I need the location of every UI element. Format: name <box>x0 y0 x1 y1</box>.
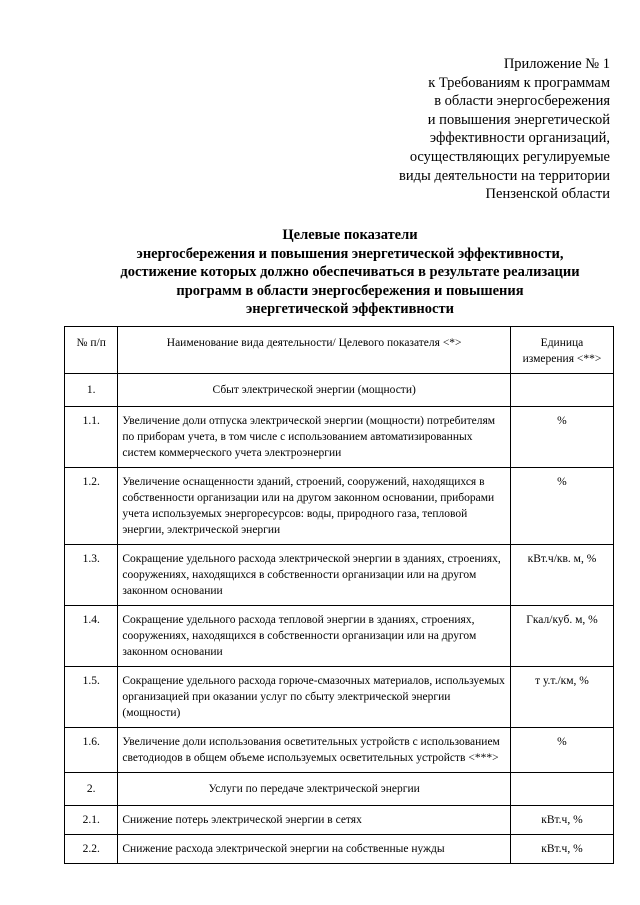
row-unit: кВт.ч, % <box>510 835 613 864</box>
appendix-note <box>310 55 610 204</box>
row-name: Снижение расхода электрической энергии на собственные нужды <box>118 835 511 864</box>
row-num: 2.2. <box>65 835 118 864</box>
header-name: Наименование вида деятельности/ Целевого показателя <*> <box>118 327 511 374</box>
row-unit: % <box>510 407 613 468</box>
table-row <box>65 374 614 407</box>
appendix-line: эффективности организаций, <box>429 130 610 147</box>
row-num: 1.6. <box>65 728 118 773</box>
table-header-row <box>65 327 614 374</box>
appendix-line: Пензенской области <box>485 186 610 203</box>
row-num: 1.3. <box>65 545 118 606</box>
appendix-line: к Требованиям к программам <box>428 74 610 91</box>
table-row <box>65 773 614 806</box>
table-row <box>65 806 614 835</box>
table-row <box>65 728 614 773</box>
title-line: энергетической эффективности <box>246 301 454 317</box>
row-num: 1.4. <box>65 606 118 667</box>
table-row <box>65 606 614 667</box>
row-num: 2.1. <box>65 806 118 835</box>
row-num: 2. <box>65 773 118 806</box>
row-name: Увеличение доли отпуска электрической энергии (мощности) потребителям по приборам учета, в том числе с использованием автоматизированных систем коммерческого учета электроэнергии <box>118 407 511 468</box>
row-num: 1. <box>65 374 118 407</box>
table-row <box>65 407 614 468</box>
appendix-line: виды деятельности на территории <box>398 167 610 184</box>
header-unit <box>510 327 613 374</box>
row-unit <box>510 374 613 407</box>
header-num: № п/п <box>65 327 118 374</box>
table-row <box>65 667 614 728</box>
indicators-table <box>64 326 614 864</box>
row-name: Увеличение оснащенности зданий, строений, сооружений, находящихся в собственности организации или на другом законном основании, приборами учета используемых энергоресурсов: воды, природного газа, тепловой энергии, электрической энергии <box>118 468 511 545</box>
row-name: Услуги по передаче электрической энергии <box>118 773 511 806</box>
document-title <box>60 226 640 319</box>
row-unit: кВт.ч, % <box>510 806 613 835</box>
row-num: 1.1. <box>65 407 118 468</box>
table-row <box>65 468 614 545</box>
row-name: Сокращение удельного расхода горюче-смазочных материалов, используемых организацией при оказании услуг по сбыту электрической энергии (мощности) <box>118 667 511 728</box>
row-num: 1.5. <box>65 667 118 728</box>
header-unit-line2: измерения <**> <box>522 353 602 365</box>
table-row <box>65 835 614 864</box>
title-line: достижение которых должно обеспечиваться в результате реализации <box>120 264 580 280</box>
row-name: Сбыт электрической энергии (мощности) <box>118 374 511 407</box>
row-name: Увеличение доли использования осветительных устройств с использованием светодиодов в общем объеме используемых осветительных устройств <***> <box>118 728 511 773</box>
row-name: Сокращение удельного расхода электрической энергии в зданиях, строениях, сооружениях, находящихся в собственности организации или на другом законном основании <box>118 545 511 606</box>
row-unit: кВт.ч/кв. м, % <box>510 545 613 606</box>
appendix-line: в области энергосбережения <box>434 93 610 110</box>
title-line: Целевые показатели <box>282 227 418 243</box>
row-unit: т у.т./км, % <box>510 667 613 728</box>
row-unit: % <box>510 728 613 773</box>
row-name: Сокращение удельного расхода тепловой энергии в зданиях, строениях, сооружениях, находящихся в собственности организации или на другом законном основании <box>118 606 511 667</box>
row-unit: % <box>510 468 613 545</box>
table-row <box>65 545 614 606</box>
header-unit-line1: Единица <box>540 337 584 349</box>
row-num: 1.2. <box>65 468 118 545</box>
row-name: Снижение потерь электрической энергии в сетях <box>118 806 511 835</box>
appendix-line: осуществляющих регулируемые <box>409 148 610 165</box>
row-unit <box>510 773 613 806</box>
appendix-line: и повышения энергетической <box>427 111 610 128</box>
title-line: программ в области энергосбережения и повышения <box>176 282 524 299</box>
title-line: энергосбережения и повышения энергетической эффективности, <box>136 245 564 262</box>
appendix-line: Приложение № 1 <box>503 56 610 72</box>
row-unit: Гкал/куб. м, % <box>510 606 613 667</box>
